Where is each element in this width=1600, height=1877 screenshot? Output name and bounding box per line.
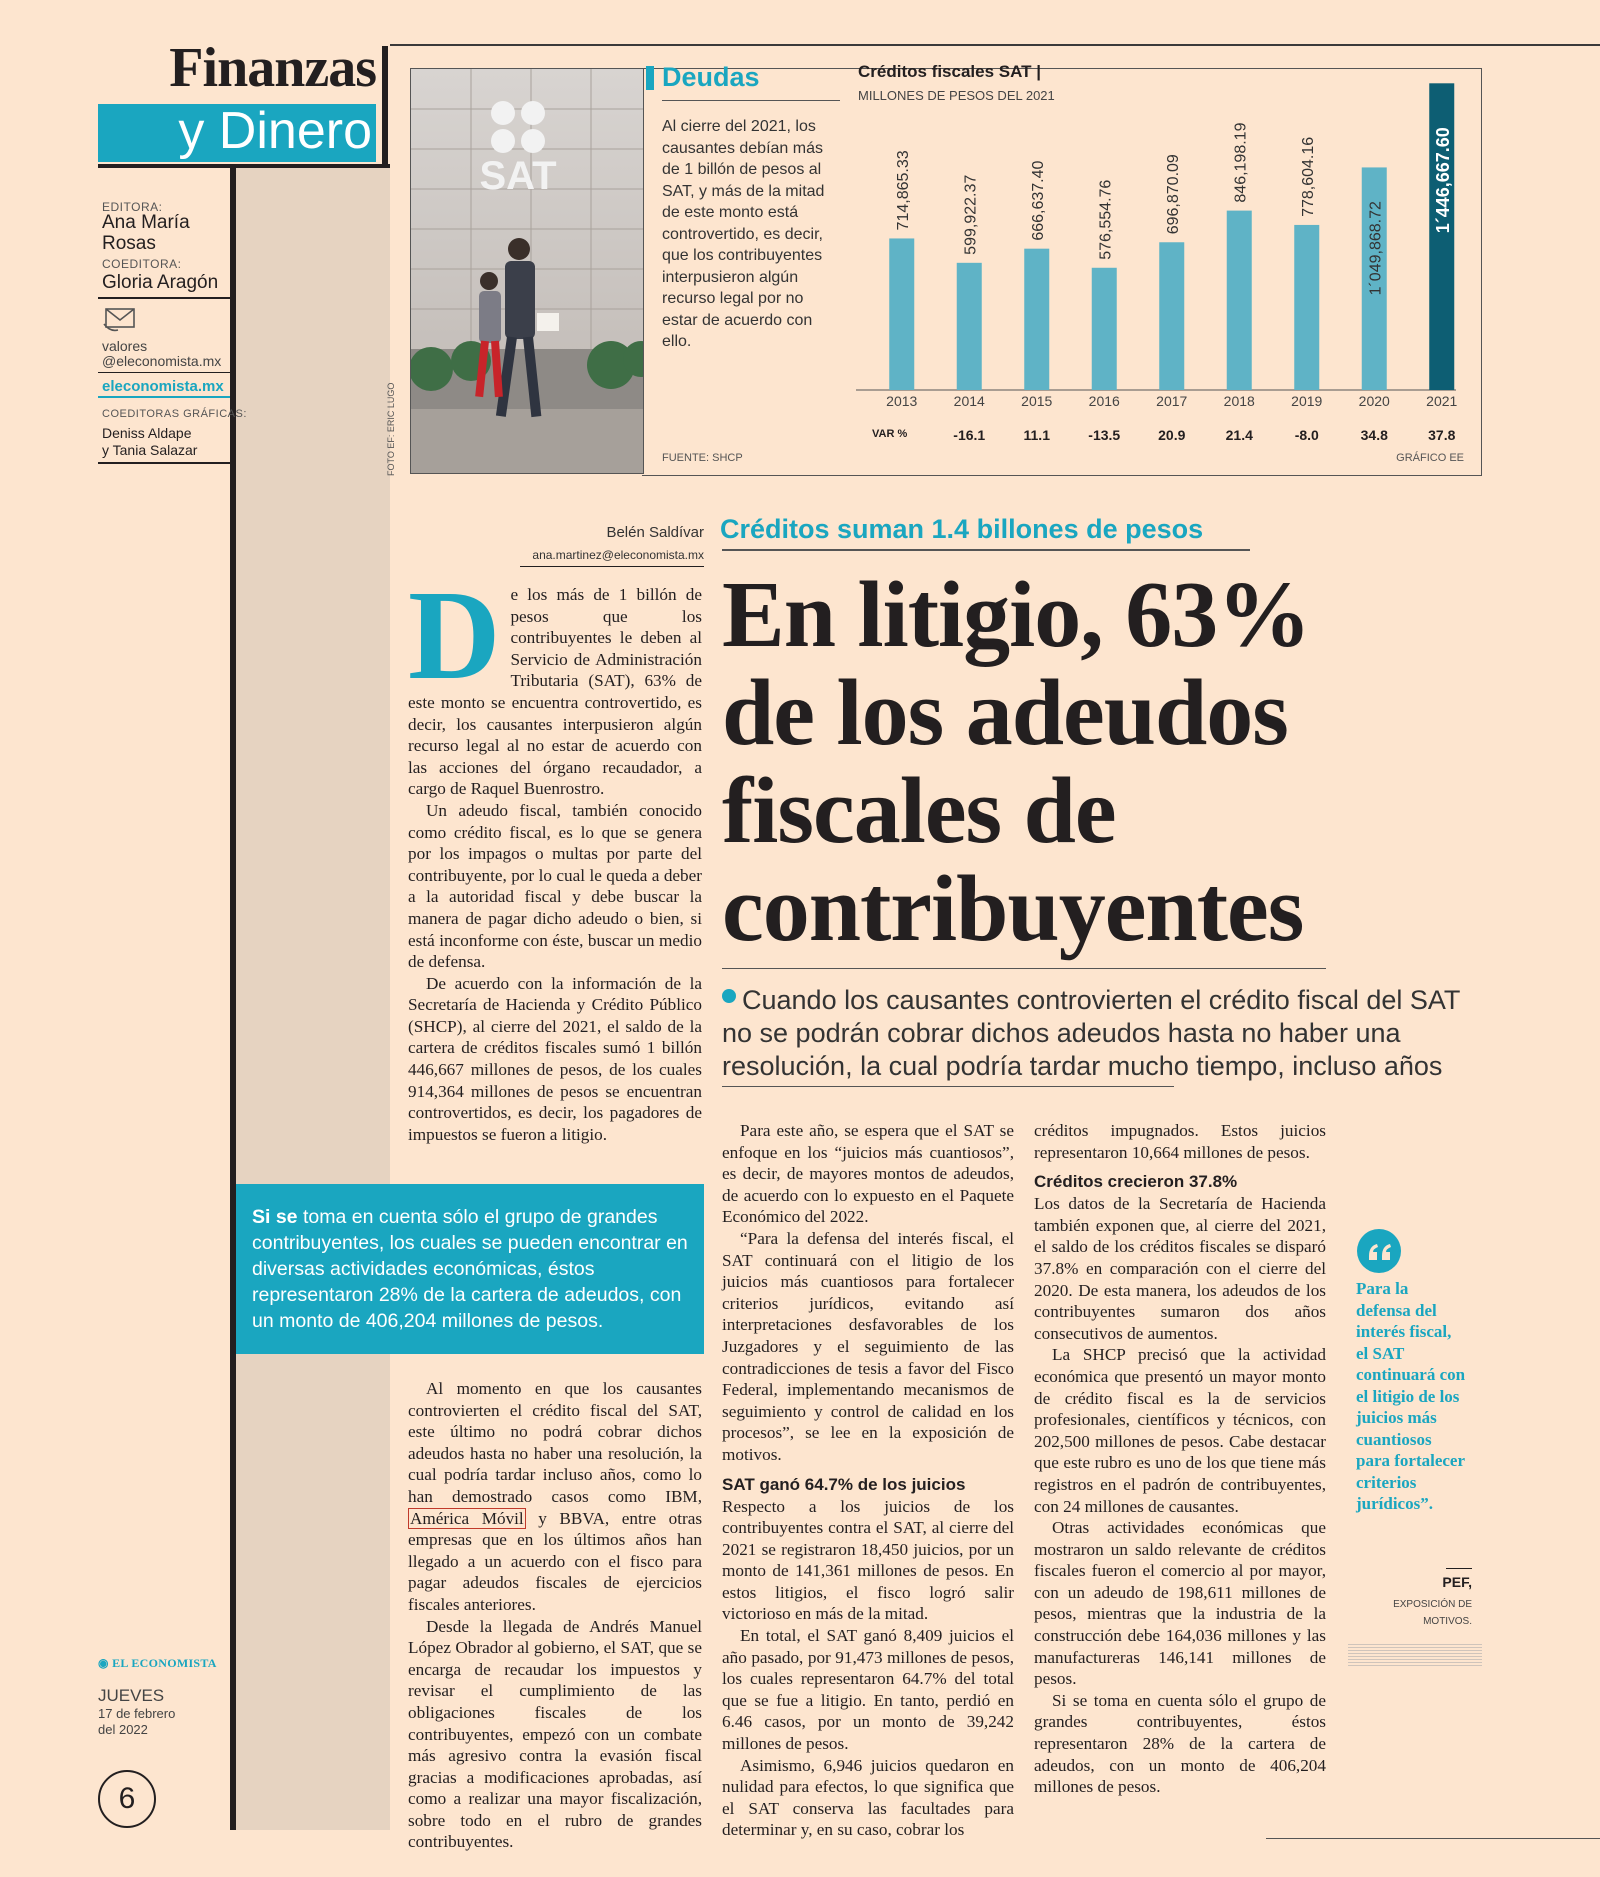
headline-rule bbox=[722, 968, 1326, 969]
email-line-2[interactable]: @eleconomista.mx bbox=[102, 353, 222, 369]
company-link[interactable]: América Móvil bbox=[410, 1508, 524, 1528]
masthead-rule bbox=[98, 297, 230, 299]
paragraph-3: De acuerdo con la información de la Secretaría de Hacienda y Crédito Público (SHCP), al cierre del 2021, el saldo de la cartera de créditos fiscales sumó 1 billón 446,667 millones de pesos, de los cuales 914,364 millones de pesos se encuentran controvertidos, es decir, los pagadores de impuestos se fueron a litigio. bbox=[408, 973, 702, 1144]
paragraph-6: Para este año, se espera que el SAT se enfoque en los “juicios más cuantiosos”, es decir, de mayores montos de adeudos, de acuerdo con lo expuesto en el Paquete Económico del 2022. bbox=[722, 1121, 1014, 1227]
bar-2016 bbox=[1092, 268, 1117, 390]
email-line-1: valores bbox=[102, 338, 148, 354]
chart-subtitle: MILLONES DE PESOS DEL 2021 bbox=[858, 88, 1055, 103]
var-value-2016: -13.5 bbox=[1088, 427, 1121, 443]
x-tick-label-2021: 2021 bbox=[1426, 393, 1458, 409]
chart-title: Créditos fiscales SAT | bbox=[858, 62, 1041, 81]
footer-day: JUEVES bbox=[98, 1686, 165, 1705]
bar-2014 bbox=[957, 263, 982, 390]
bar-2015 bbox=[1024, 249, 1049, 390]
sat-sign-text: SAT bbox=[479, 154, 557, 198]
bar-value-label-2013: 714,865.33 bbox=[894, 150, 912, 231]
paragraph-1: e los más de 1 billón de pesos que los contribuyentes le deben al Servicio de Administración Tributaria (SAT), 63% de este monto se encuentra controvertido, es decir, los causantes interpusieron algún recurso legal al no estar de acuerdo con las acciones del órgano recaudador, a cargo de Raquel Buenrostro. bbox=[408, 585, 702, 799]
article-column-2 bbox=[722, 1120, 1014, 1841]
paragraph-15: Si se toma en cuenta sólo el grupo de grandes contribuyentes, éstos representaron 28% de la cartera de adeudos, con un monto de 406,204 millones de pesos. bbox=[1034, 1690, 1326, 1797]
x-tick-label-2016: 2016 bbox=[1088, 393, 1120, 409]
author-email[interactable]: ana.martinez@eleconomista.mx bbox=[532, 548, 704, 562]
chart-credit: GRÁFICO EE bbox=[1396, 452, 1464, 464]
quote-icon bbox=[1356, 1228, 1402, 1274]
var-label: VAR % bbox=[872, 428, 908, 440]
editora-name-1: Ana María bbox=[102, 212, 190, 233]
header-vertical-rule bbox=[382, 46, 388, 168]
bar-value-label-2014: 599,922.37 bbox=[962, 174, 980, 255]
graficas-name-2: y Tania Salazar bbox=[102, 442, 198, 458]
paragraph-12: Los datos de la Secretaría de Hacienda también exponen que, al cierre del 2021, el saldo de los créditos fiscales se disparó 37.8% en comparación con el cierre del 2020. De esta manera, los adeudos de los contribuyentes sumaron dos años consecutivos de aumentos. bbox=[1034, 1194, 1326, 1343]
subhead-1: SAT ganó 64.7% de los juicios bbox=[722, 1474, 966, 1494]
bar-2017 bbox=[1159, 242, 1184, 390]
var-value-2020: 34.8 bbox=[1360, 427, 1388, 443]
deudas-text: Al cierre del 2021, los causantes debían más de 1 billón de pesos al SAT, y más de la mitad de este monto está controvertido, es decir, que los contribuyentes interpusieron algún recurso legal por no estar de acuerdo con ello. bbox=[662, 118, 825, 350]
paragraph-11: créditos impugnados. Estos juicios representaron 10,664 millones de pesos. bbox=[1034, 1121, 1326, 1162]
var-value-2021: 37.8 bbox=[1428, 427, 1456, 443]
website-link[interactable]: eleconomista.mx bbox=[102, 378, 224, 395]
paragraph-7: “Para la defensa del interés fiscal, el SAT continuará con el litigio de los juicios más cuantiosos para fortalecer criterios jurídicos, evitando así interpretaciones desfavorables de los Juzgadores y el seguimiento de las contradicciones de tesis a favor del Fisco Federal, implementando mecanismos de seguimiento y control de calidad en los procesos”, se lee en la exposición de motivos. bbox=[722, 1228, 1014, 1464]
x-tick-label-2015: 2015 bbox=[1021, 393, 1053, 409]
editora-name-2: Rosas bbox=[102, 233, 156, 254]
dropcap: D bbox=[408, 564, 501, 706]
sat-photo bbox=[410, 68, 644, 474]
paragraph-5: Desde la llegada de Andrés Manuel López Obrador al gobierno, el SAT, que se encarga de recaudar los impuestos y revisar el cumplimiento de las obligaciones fiscales de los contribuyentes, empezó con un combate más agresivo contra la evasión fiscal gracias a modificaciones aprobadas, así como a realizar una mayor fiscalización, sobre todo en el rubro de grandes contribuyentes. bbox=[408, 1616, 702, 1852]
subhead-2: Créditos crecieron 37.8% bbox=[1034, 1172, 1238, 1192]
var-value-2018: 21.4 bbox=[1225, 427, 1253, 443]
paragraph-14: Otras actividades económicas que mostraron un saldo relevante de créditos fiscales fueron el comercio al por mayor, con un adeudo de 198,611 millones de pesos, mientras que la industria de la construcción debe 164,036 millones y las manufactureras 146,141 millones de pesos. bbox=[1034, 1518, 1326, 1689]
bar-value-label-2021: 1´446,667.60 bbox=[1432, 127, 1453, 234]
bar-2019 bbox=[1294, 225, 1319, 390]
publication-logo: ◉ EL ECONOMISTA bbox=[98, 1656, 217, 1670]
bar-value-label-2020: 1´049,868.72 bbox=[1367, 201, 1385, 296]
photo-credit: FOTO EF: ERIC LUGO bbox=[386, 382, 396, 476]
x-tick-label-2014: 2014 bbox=[953, 393, 985, 409]
headline: En litigio, 63% de los adeudos fiscales de contribuyentes bbox=[722, 563, 1311, 961]
website-rule bbox=[98, 396, 230, 398]
bar-value-label-2015: 666,637.40 bbox=[1029, 160, 1047, 241]
graficas-name-1: Deniss Aldape bbox=[102, 425, 192, 441]
var-value-2015: 11.1 bbox=[1023, 427, 1050, 443]
email-rule bbox=[98, 372, 230, 373]
bar-value-label-2019: 778,604.16 bbox=[1299, 136, 1317, 217]
graficas-rule bbox=[98, 462, 230, 464]
footer-date-1: 17 de febrero bbox=[98, 1706, 176, 1721]
bar-value-label-2016: 576,554.76 bbox=[1097, 179, 1115, 260]
header-horizontal-rule bbox=[98, 164, 390, 168]
dek-rule bbox=[722, 1086, 1174, 1087]
kicker-rule bbox=[722, 549, 1250, 551]
dek-text: Cuando los causantes controvierten el crédito fiscal del SAT no se podrán cobrar dichos adeudos hasta no haber una resolución, la cual podría tardar mucho tiempo, incluso años bbox=[722, 985, 1460, 1081]
bottom-rule bbox=[1266, 1838, 1600, 1839]
top-rule bbox=[390, 44, 1600, 46]
email-icon bbox=[102, 306, 138, 334]
callout-text: toma en cuenta sólo el grupo de grandes contribuyentes, los cuales se pueden encontrar en diversas actividades económicas, éstos representaron 28% de la cartera de adeudos, con un monto de 406,204 millones de pesos. bbox=[252, 1206, 688, 1332]
deudas-title: Deudas bbox=[662, 62, 760, 92]
pullquote-rule bbox=[1446, 1568, 1472, 1569]
var-value-2014: -16.1 bbox=[953, 427, 986, 443]
paragraph-10: Asimismo, 6,946 juicios quedaron en nulidad para efectos, lo que significa que el SAT conserva las facultades para determinar y, en su caso, cobrar los bbox=[722, 1755, 1014, 1840]
article-column-3 bbox=[1034, 1120, 1326, 1798]
x-tick-label-2017: 2017 bbox=[1156, 393, 1188, 409]
deudas-marker bbox=[646, 66, 654, 90]
coeditora-label: COEDITORA: bbox=[102, 257, 182, 271]
article-column-1 bbox=[408, 564, 702, 1145]
kicker: Créditos suman 1.4 billones de pesos bbox=[720, 514, 1204, 544]
article-column-1b bbox=[408, 1378, 702, 1853]
x-tick-label-2019: 2019 bbox=[1291, 393, 1323, 409]
paragraph-2: Un adeudo fiscal, también conocido como crédito fiscal, es lo que se genera por los impagos o multas por parte del contribuyente, por lo cual le queda a deber a la autoridad fiscal y debe buscar la manera de pagar dicho adeudo o bien, si está inconforme con éste, buscar un medio de defensa. bbox=[408, 800, 702, 972]
dek-bullet-icon bbox=[722, 989, 736, 1003]
sidebar-strip bbox=[234, 168, 390, 1830]
credits-bar-chart bbox=[856, 60, 1466, 450]
byline-rule bbox=[520, 566, 704, 567]
x-tick-label-2013: 2013 bbox=[886, 393, 918, 409]
bar-2013 bbox=[889, 238, 914, 390]
bar-value-label-2017: 696,870.09 bbox=[1164, 154, 1182, 235]
callout-lead: Si se bbox=[252, 1206, 298, 1228]
paragraph-8: Respecto a los juicios de los contribuyentes contra el SAT, al cierre del 2021 se registraron 18,450 juicios, por un monto de 141,361 millones de pesos. En estos litigios, el fisco logró salir victorioso en más de la mitad. bbox=[722, 1496, 1014, 1624]
dek bbox=[722, 984, 1492, 1083]
pullquote-source: PEF, bbox=[1442, 1574, 1472, 1590]
var-value-2019: -8.0 bbox=[1294, 427, 1319, 443]
section-title: Finanzas bbox=[169, 37, 376, 99]
coeditora-name: Gloria Aragón bbox=[102, 272, 219, 293]
var-value-2017: 20.9 bbox=[1158, 427, 1186, 443]
paragraph-13: La SHCP precisó que la actividad económica que presentó un mayor monto de crédito fiscal es la de servicios profesionales, científicos y técnicos, con 202,500 millones de pesos. Cabe destacar que este rubro es uno de los que tiene más registros en el padrón de contribuyentes, con 24 millones de causantes. bbox=[1034, 1345, 1326, 1516]
x-tick-label-2020: 2020 bbox=[1358, 393, 1390, 409]
callout-box bbox=[236, 1184, 704, 1354]
chart-source: FUENTE: SHCP bbox=[662, 452, 743, 464]
pullquote-text: Para la defensa del interés fiscal, el SAT continuará con el litigio de los juicios más cuantiosos para fortalecer criterios jurídicos”. bbox=[1356, 1279, 1466, 1513]
x-tick-label-2018: 2018 bbox=[1223, 393, 1255, 409]
editora-label: EDITORA: bbox=[102, 200, 163, 214]
paragraph-9: En total, el SAT ganó 8,409 juicios el año pasado, por 91,473 millones de pesos, los cuales representaron 64.7% del total que se fue a litigio. En tanto, perdió en 6.46 casos, por un monto de 39,242 millones de pesos. bbox=[722, 1626, 1014, 1754]
author-name: Belén Saldívar bbox=[606, 524, 704, 541]
paragraph-4: Al momento en que los causantes controvierten el crédito fiscal del SAT, este último no podrá cobrar dichos adeudos hasta no haber una resolución, la cual podría tardar incluso años, como lo han demostrado casos como IBM, América Móvil y BBVA, entre otras empresas que en los últimos años han llegado a un acuerdo con el fisco para pagar adeudos fiscales de ejercicios fiscales anteriores. bbox=[408, 1379, 703, 1614]
graficas-label: COEDITORAS GRÁFICAS: bbox=[102, 408, 247, 420]
page-number: 6 bbox=[98, 1770, 156, 1828]
deudas-rule bbox=[662, 100, 840, 101]
hatch-decoration bbox=[1348, 1642, 1482, 1666]
footer-date-2: del 2022 bbox=[98, 1722, 148, 1737]
pullquote-source-sub: EXPOSICIÓN DE MOTIVOS. bbox=[1393, 1599, 1472, 1627]
bar-value-label-2018: 846,198.19 bbox=[1232, 122, 1250, 203]
section-subtitle: y Dinero bbox=[178, 102, 372, 160]
bar-2018 bbox=[1227, 211, 1252, 390]
